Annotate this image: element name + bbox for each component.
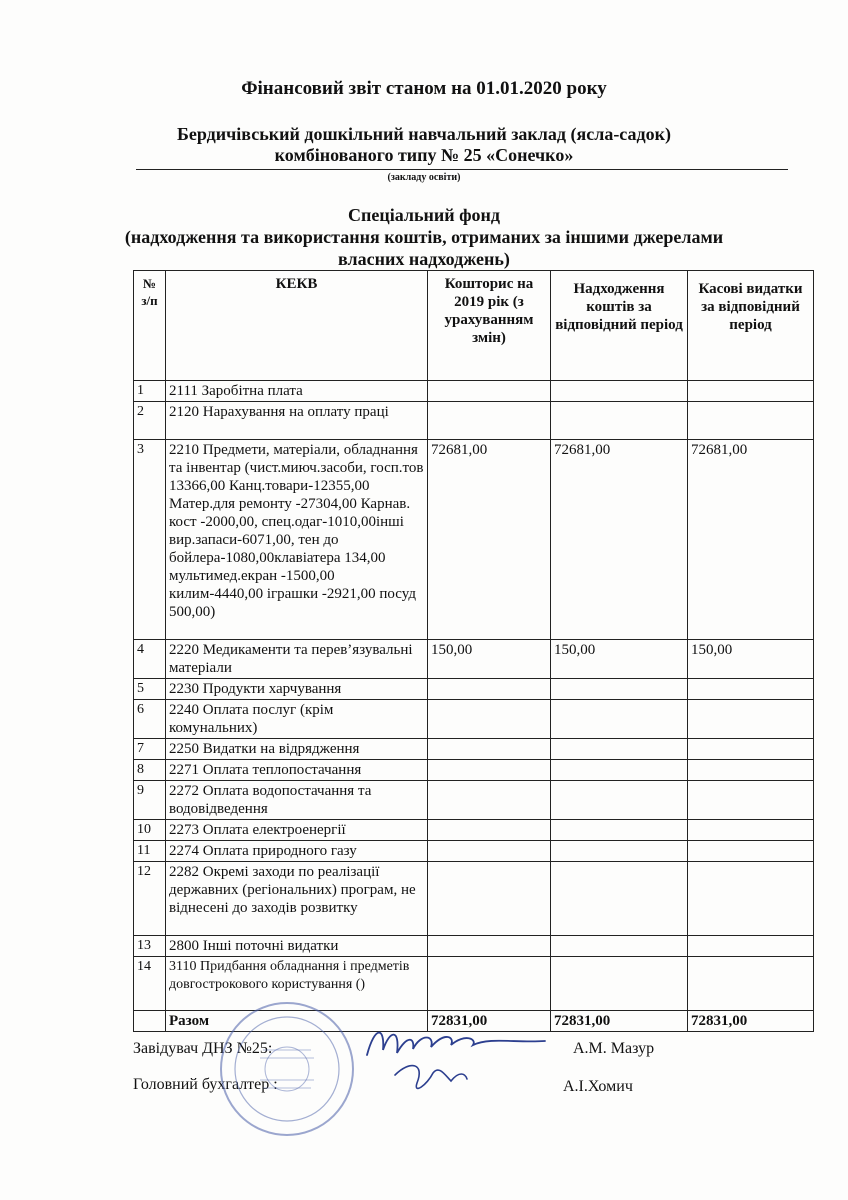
table-row <box>134 700 814 739</box>
row-expenses <box>688 739 814 760</box>
fund-heading <box>0 204 848 270</box>
table-row <box>134 760 814 781</box>
row-income <box>551 936 688 957</box>
row-kekv: 2272 Оплата водопостачання та водовідведення <box>166 781 428 820</box>
table-row <box>134 402 814 440</box>
row-budget <box>428 760 551 781</box>
row-expenses <box>688 957 814 1011</box>
row-kekv: 2273 Оплата електроенергії <box>166 820 428 841</box>
table-row <box>134 739 814 760</box>
organization-underline <box>136 169 788 170</box>
row-budget <box>428 841 551 862</box>
row-income <box>551 781 688 820</box>
table-row <box>134 936 814 957</box>
row-num: 12 <box>134 862 166 936</box>
table-header-row <box>134 271 814 381</box>
row-expenses <box>688 381 814 402</box>
row-num: 4 <box>134 640 166 679</box>
row-budget <box>428 700 551 739</box>
row-kekv: 2250 Видатки на відрядження <box>166 739 428 760</box>
table-row <box>134 440 814 640</box>
total-cell-num <box>134 1011 166 1032</box>
row-expenses <box>688 936 814 957</box>
row-kekv: 2111 Заробітна плата <box>166 381 428 402</box>
row-kekv: 2240 Оплата послуг (крім комунальних) <box>166 700 428 739</box>
column-header-budget: Кошторис на 2019 рік (з урахуванням змін) <box>428 271 551 381</box>
row-num: 14 <box>134 957 166 1011</box>
table-row <box>134 841 814 862</box>
row-budget <box>428 862 551 936</box>
row-kekv: 2220 Медикаменти та перев’язувальні матеріали <box>166 640 428 679</box>
row-num: 2 <box>134 402 166 440</box>
row-budget <box>428 781 551 820</box>
official-stamp-icon <box>218 1000 356 1138</box>
row-expenses: 72681,00 <box>688 440 814 640</box>
row-expenses <box>688 700 814 739</box>
table-row <box>134 820 814 841</box>
column-header-income: Надходження коштів за відповідний період <box>551 271 688 381</box>
row-budget: 150,00 <box>428 640 551 679</box>
table-row <box>134 381 814 402</box>
fund-title: Спеціальний фонд <box>347 205 501 225</box>
row-num: 6 <box>134 700 166 739</box>
row-expenses <box>688 841 814 862</box>
row-income <box>551 739 688 760</box>
row-num: 3 <box>134 440 166 640</box>
row-num: 8 <box>134 760 166 781</box>
row-expenses <box>688 760 814 781</box>
table-row <box>134 640 814 679</box>
row-num: 13 <box>134 936 166 957</box>
head-signature-role: Завідувач ДНЗ №25: <box>133 1040 273 1057</box>
row-kekv: 3110 Придбання обладнання і предметів довгострокового користування () <box>166 957 428 1011</box>
total-income: 72831,00 <box>551 1011 688 1032</box>
column-header-kekv: КЕКВ <box>166 271 428 381</box>
row-num: 9 <box>134 781 166 820</box>
row-expenses <box>688 402 814 440</box>
table-row <box>134 679 814 700</box>
organization-name-line1: Бердичівський дошкільний навчальний заклад (ясла-садок) <box>176 124 671 144</box>
row-num: 5 <box>134 679 166 700</box>
row-income: 150,00 <box>551 640 688 679</box>
row-num: 7 <box>134 739 166 760</box>
row-kekv: 2230 Продукти харчування <box>166 679 428 700</box>
row-kekv: 2800 Інші поточні видатки <box>166 936 428 957</box>
row-kekv: 2210 Предмети, матеріали, обладнання та інвентар (чист.миюч.засоби, госп.тов 13366,00 Канц.товари-12355,00 Матер.для ремонту -27304,00 Карнав. кост -2000,00, спец.одаг-1010,00інші вир.запаси-6071,00, тен до бойлера-1080,00клавіатера 134,00 мультимед.екран -1500,00 килим-4440,00 іграшки -2921,00 посуд 500,00) <box>166 440 428 640</box>
total-expenses: 72831,00 <box>688 1011 814 1032</box>
fund-subtitle-line1: (надходження та використання коштів, отриманих за іншими джерелами <box>124 227 724 247</box>
row-expenses <box>688 862 814 936</box>
row-budget <box>428 820 551 841</box>
total-label: Разом <box>166 1011 428 1032</box>
row-income <box>551 402 688 440</box>
row-kekv: 2120 Нарахування на оплату праці <box>166 402 428 440</box>
report-title: Фінансовий звіт станом на 01.01.2020 року <box>241 78 607 99</box>
accountant-signature-role: Головний бухгалтер : <box>133 1076 278 1093</box>
row-income <box>551 957 688 1011</box>
row-budget <box>428 402 551 440</box>
report-table <box>133 270 814 1032</box>
row-income <box>551 381 688 402</box>
row-budget: 72681,00 <box>428 440 551 640</box>
fund-subtitle-line2: власних надходжень) <box>338 249 510 269</box>
handwritten-signature-icon <box>355 1015 555 1105</box>
row-budget <box>428 679 551 700</box>
row-income: 72681,00 <box>551 440 688 640</box>
organization-caption: (закладу освіти) <box>387 172 461 183</box>
table-row <box>134 862 814 936</box>
row-budget <box>428 739 551 760</box>
row-income <box>551 841 688 862</box>
row-budget <box>428 957 551 1011</box>
row-budget <box>428 381 551 402</box>
row-num: 1 <box>134 381 166 402</box>
row-expenses <box>688 679 814 700</box>
organization-name <box>0 124 848 166</box>
row-income <box>551 700 688 739</box>
row-kekv: 2282 Окремі заходи по реалізації державних (регіональних) програм, не віднесені до заходів розвитку <box>166 862 428 936</box>
accountant-signature-name: А.І.Хомич <box>563 1078 633 1095</box>
row-income <box>551 862 688 936</box>
row-num: 11 <box>134 841 166 862</box>
row-kekv: 2271 Оплата теплопостачання <box>166 760 428 781</box>
table-row <box>134 781 814 820</box>
row-expenses <box>688 781 814 820</box>
total-budget: 72831,00 <box>428 1011 551 1032</box>
head-signature-name: А.М. Мазур <box>573 1040 655 1057</box>
column-header-expenses: Касові видатки за відповідний період <box>688 271 814 381</box>
row-income <box>551 820 688 841</box>
column-header-num: № з/п <box>134 271 166 381</box>
row-kekv: 2274 Оплата природного газу <box>166 841 428 862</box>
row-num: 10 <box>134 820 166 841</box>
row-income <box>551 760 688 781</box>
row-expenses <box>688 820 814 841</box>
row-budget <box>428 936 551 957</box>
organization-name-line2: комбінованого типу № 25 «Сонечко» <box>274 145 574 165</box>
row-expenses: 150,00 <box>688 640 814 679</box>
table-body <box>134 381 814 1011</box>
row-income <box>551 679 688 700</box>
